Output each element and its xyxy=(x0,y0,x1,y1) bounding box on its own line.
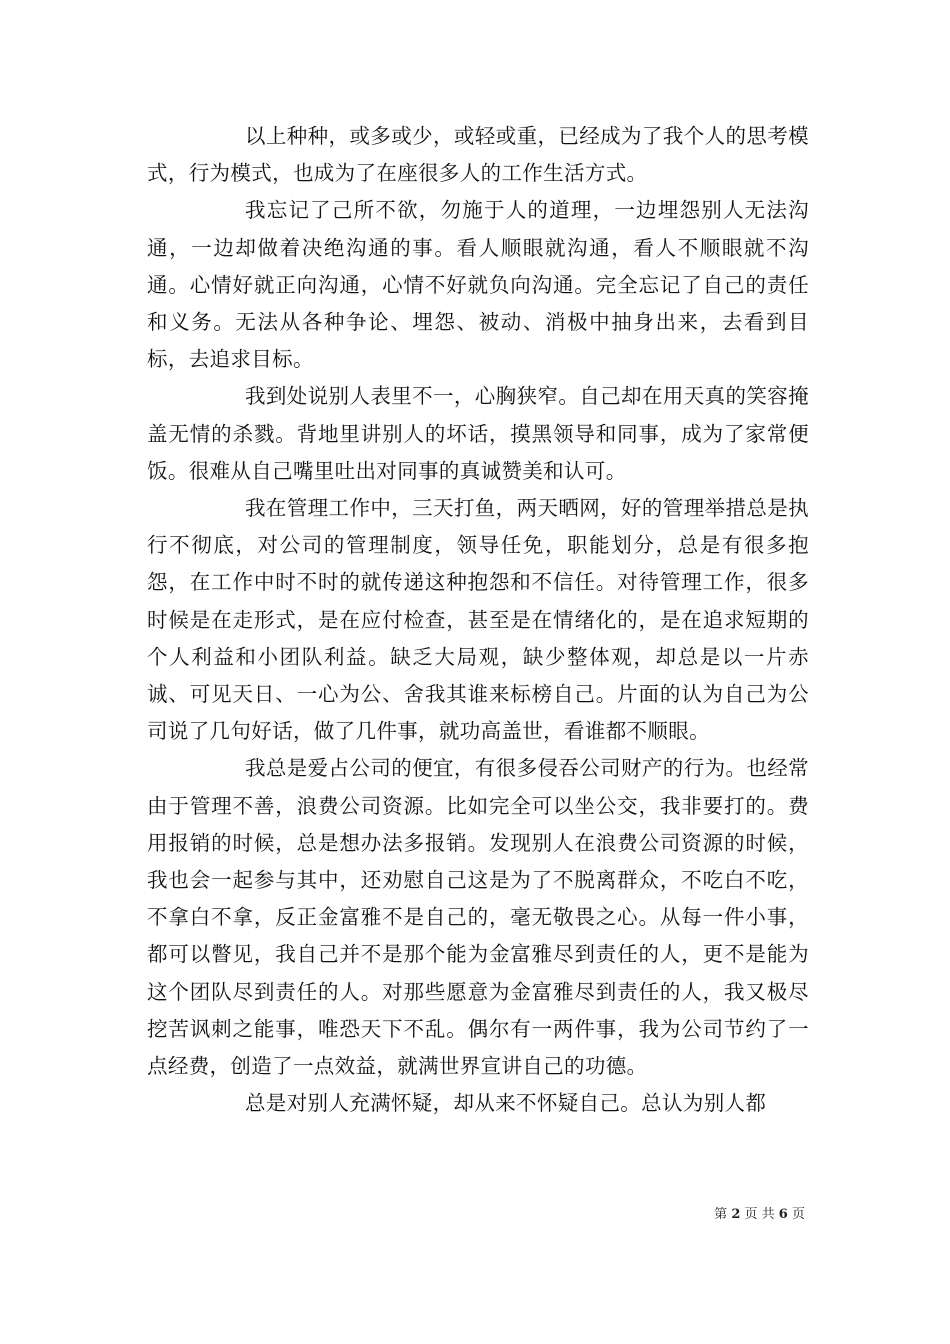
body-text xyxy=(147,118,809,1122)
paragraph-5: 我总是爱占公司的便宜，有很多侵吞公司财产的行为。也经常由于管理不善，浪费公司资源。比如完全可以坐公交，我非要打的。费用报销的时候，总是想办法多报销。发现别人在浪费公司资源的时候，我也会一起参与其中，还劝慰自己这是为了不脱离群众，不吃白不吃，不拿白不拿，反正金富雅不是自己的，毫无敬畏之心。从每一件小事，都可以瞥见，我自己并不是那个能为金富雅尽到责任的人，更不是能为这个团队尽到责任的人。对那些愿意为金富雅尽到责任的人，我又极尽挖苦讽刺之能事，唯恐天下不乱。偶尔有一两件事，我为公司节约了一点经费，创造了一点效益，就满世界宣讲自己的功德。 xyxy=(147,756,809,1079)
paragraph-2: 我忘记了己所不欲，勿施于人的道理，一边埋怨别人无法沟通，一边却做着决绝沟通的事。看人顺眼就沟通，看人不顺眼就不沟通。心情好就正向沟通，心情不好就负向沟通。完全忘记了自己的责任和义务。无法从各种争论、埋怨、被动、消极中抽身出来，去看到目标，去追求目标。 xyxy=(147,198,809,372)
paragraph-4: 我在管理工作中，三天打鱼，两天晒网，好的管理举措总是执行不彻底，对公司的管理制度，领导任免，职能划分，总是有很多抱怨，在工作中时不时的就传递这种抱怨和不信任。对待管理工作，很多时候是在走形式，是在应付检查，甚至是在情绪化的，是在追求短期的个人利益和小团队利益。缺乏大局观，缺少整体观，却总是以一片赤诚、可见天日、一心为公、舍我其谁来标榜自己。片面的认为自己为公司说了几句好话，做了几件事，就功高盖世，看谁都不顺眼。 xyxy=(147,496,809,744)
footer-suffix: 页 xyxy=(791,1207,805,1222)
footer-page-number: 2 xyxy=(731,1207,741,1222)
footer-total-pages: 6 xyxy=(778,1207,788,1222)
page-footer xyxy=(714,1207,805,1223)
paragraph-6: 总是对别人充满怀疑，却从来不怀疑自己。总认为别人都 xyxy=(245,1091,767,1116)
paragraph-1: 以上种种，或多或少，或轻或重，已经成为了我个人的思考模式，行为模式，也成为了在座很多人的工作生活方式。 xyxy=(147,124,809,186)
paragraph-3: 我到处说别人表里不一，心胸狭窄。自己却在用天真的笑容掩盖无情的杀戮。背地里讲别人的坏话，摸黑领导和同事，成为了家常便饭。很难从自己嘴里吐出对同事的真诚赞美和认可。 xyxy=(147,384,809,483)
footer-middle: 页 共 xyxy=(744,1207,775,1222)
footer-prefix: 第 xyxy=(714,1207,728,1222)
